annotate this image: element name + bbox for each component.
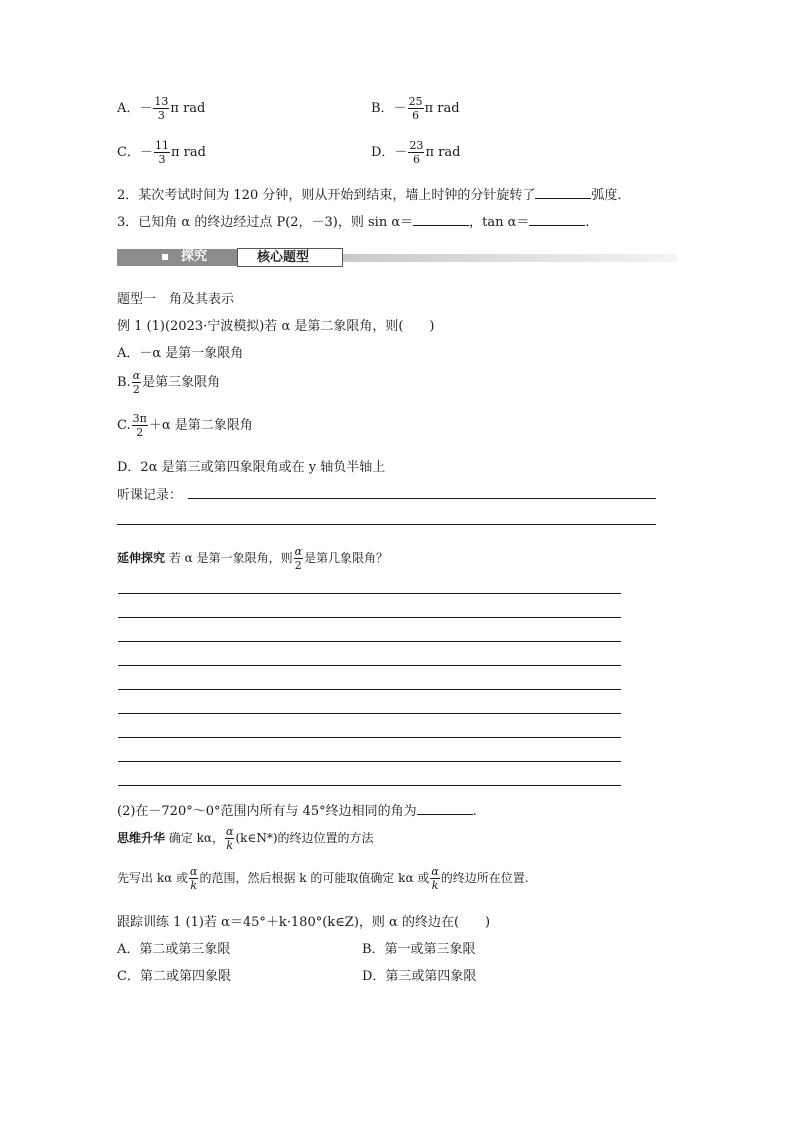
numerator: α (190, 865, 198, 878)
question-tail: . (472, 804, 477, 819)
banner-gradient-bar (343, 254, 677, 262)
q1-option-a (117, 96, 205, 121)
example-1-option-a: A．－α 是第一象限角 (117, 346, 244, 361)
thinking-text: 的终边所在位置. (440, 871, 529, 885)
question-3 (117, 211, 590, 230)
thinking-text: 先写出 kα 或 (117, 871, 189, 885)
track-option-d: D．第三或第四象限 (362, 969, 477, 984)
option-text: 是第三象限角 (142, 375, 221, 390)
banner-title-explore: 探究 (181, 249, 208, 264)
denominator: k (190, 879, 198, 892)
example-1-option-c (117, 413, 253, 438)
banner-title-core: 核心题型 (257, 250, 310, 265)
record-line[interactable] (188, 498, 656, 499)
writing-line[interactable] (118, 689, 621, 690)
extension-question (117, 546, 388, 571)
writing-line[interactable] (118, 713, 621, 714)
writing-line[interactable] (118, 761, 621, 762)
fraction (430, 866, 439, 891)
record-label: 听课记录： (117, 488, 183, 503)
example-1-stem: 例 1 (1)(2023·宁波模拟)若 α 是第二象限角，则( ) (117, 319, 435, 334)
option-label: A．－ (117, 101, 153, 116)
denominator: k (431, 879, 439, 892)
q1-option-d (371, 140, 460, 165)
fraction (154, 140, 170, 165)
track-option-a: A．第二或第三象限 (117, 942, 231, 957)
unit: π rad (170, 145, 206, 160)
example-1-part-2 (117, 800, 477, 819)
thinking-text: 的范围，然后根据 k 的可能取值确定 kα 或 (199, 871, 430, 885)
question-2 (117, 184, 630, 203)
track-option-b: B．第一或第三象限 (362, 942, 476, 957)
denominator: 3 (157, 109, 165, 122)
unit: π rad (424, 101, 460, 116)
extension-head: 延伸探究 (117, 551, 166, 565)
question-tail: 弧度． (591, 188, 631, 203)
example-1-option-b (117, 370, 220, 395)
question-text: ，tan α＝ (469, 215, 530, 230)
numerator: 3π (132, 412, 147, 425)
question-text: 3．已知角 α 的终边经过点 P(2，－3)，则 sin α＝ (117, 215, 414, 230)
numerator: α (431, 865, 439, 878)
section-banner (117, 248, 677, 268)
numerator: α (226, 825, 234, 838)
extension-text: 若 α 是第一象限角，则 (168, 551, 293, 565)
fraction (294, 546, 303, 571)
fraction (408, 140, 424, 165)
denominator: 2 (294, 559, 302, 572)
denominator: k (226, 839, 234, 852)
thinking-text: (k∈N*)的终边位置的方法 (235, 831, 374, 845)
option-label: C．－ (117, 145, 153, 160)
option-label: D．－ (371, 145, 408, 160)
option-text: ＋α 是第二象限角 (148, 418, 253, 433)
writing-line[interactable] (118, 593, 621, 594)
writing-line[interactable] (118, 617, 621, 618)
denominator: 2 (136, 426, 144, 439)
answer-blank-sin[interactable] (413, 213, 469, 226)
numerator: 11 (154, 139, 169, 152)
option-label: B. (117, 375, 131, 390)
q1-option-b (371, 96, 460, 121)
unit: π rad (425, 145, 461, 160)
example-1-option-d: D．2α 是第三或第四象限角或在 y 轴负半轴上 (117, 460, 386, 475)
writing-line[interactable] (118, 785, 621, 786)
question-tail: . (585, 215, 590, 230)
track-training-stem: 跟踪训练 1 (1)若 α＝45°＋k·180°(k∈Z)，则 α 的终边在( ) (117, 915, 491, 930)
square-bullet-icon (162, 254, 168, 260)
denominator: 6 (412, 153, 420, 166)
fraction (189, 866, 198, 891)
denominator: 3 (158, 153, 166, 166)
unit: π rad (170, 101, 206, 116)
track-option-c: C．第二或第四象限 (117, 969, 231, 984)
writing-line[interactable] (118, 641, 621, 642)
question-text: (2)在－720°～0°范围内所有与 45°终边相同的角为 (117, 804, 417, 819)
fraction (408, 96, 424, 121)
thinking-upgrade-line-2 (117, 866, 529, 891)
writing-line[interactable] (118, 737, 621, 738)
numerator: α (132, 369, 141, 382)
fraction (225, 826, 234, 851)
type-title: 题型一 角及其表示 (117, 292, 235, 307)
answer-blank[interactable] (417, 802, 473, 815)
numerator: 13 (154, 95, 169, 108)
banner-dark-block (117, 249, 239, 266)
denominator: 6 (412, 109, 420, 122)
answer-blank-tan[interactable] (529, 213, 585, 226)
numerator: 25 (408, 95, 423, 108)
fraction (132, 413, 148, 438)
answer-blank[interactable] (535, 186, 591, 199)
thinking-text: 确定 kα， (168, 831, 225, 845)
option-label: B．－ (371, 101, 407, 116)
record-line[interactable] (117, 524, 656, 525)
question-text: 2．某次考试时间为 120 分钟，则从开始到结束，墙上时钟的分针旋转了 (117, 188, 536, 203)
fraction (132, 370, 141, 395)
numerator: 23 (409, 139, 424, 152)
fraction (153, 96, 169, 121)
writing-line[interactable] (118, 665, 621, 666)
thinking-upgrade-line-1 (117, 826, 374, 851)
numerator: α (294, 545, 303, 558)
option-label: C. (117, 418, 131, 433)
denominator: 2 (132, 383, 140, 396)
thinking-head: 思维升华 (117, 831, 166, 845)
q1-option-c (117, 140, 206, 165)
extension-text: 是第几象限角？ (304, 551, 389, 565)
